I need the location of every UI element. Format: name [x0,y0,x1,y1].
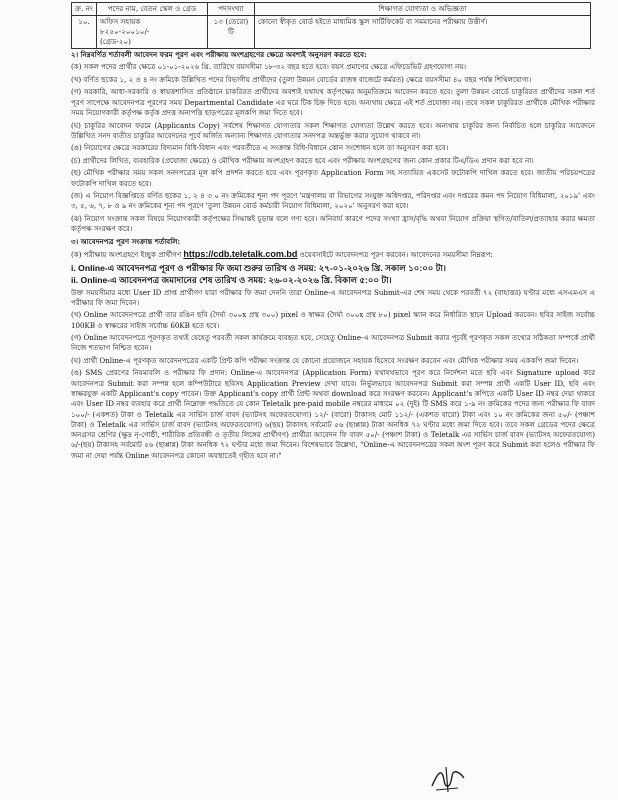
section2-clause-chh: (ছ) মৌখিক পরীক্ষার সময় সকল সনদপত্রের মূল কপি প্রদর্শন করতে হবে এবং পূরণকৃত Application Form সহ সত্যায়িত একসেট ফটোকপি দাখিল করতে হবে। জাতীয় পরিচয়পত্রের ফটোকপি দাখিল করতে হবে। [71,168,595,188]
section3-clause-kh: (খ) Online আবেদনপত্রে প্রার্থী তার রঙিন ছবি (দৈর্ঘ্য ৩০০x প্রস্থ ৩০০) pixel ও স্বাক্ষর (দৈর্ঘ্য ৩০০x প্রস্থ ৮০) pixel স্ক্যান করে নির্ধারিত স্থানে Upload করবেন। ছবির সাইজ সর্বোচ্চ 100KB ও স্বাক্ষরের সাইজ সর্বোচ্চ 60KB হতে হবে। [71,310,595,330]
application-website-link[interactable]: https://cdb.teletalk.com.bd [183,249,298,260]
pay-scale: ৮২৫০-২০০১০/- [100,27,150,36]
fee-deadline-note: উক্ত সময়সীমার মধ্যে User ID প্রাপ্ত প্রার্থীগণ যারা পরীক্ষার ফি জমা দেননি তারা Online-এ আবেদনপত্র Submit-এর শেষ সময় থেকে পরবর্তী ৭২ (বাহাত্তর) ঘণ্টার মধ্যে এসএমএস এ পরীক্ষার ফি জমা দিবেন। [71,287,595,307]
clause-k-suffix: ওয়েবসাইটে আবেদনপত্র পূরণ করবেন। আবেদনের সময়সীমা নিম্নরূপ: [299,250,493,260]
section2-heading: ২। নিম্নবর্ণিত শর্তাবলী আবেদন ফরম পূরণ এবং পরীক্ষায় অংশগ্রহণের ক্ষেত্রে অবশ্যই অনুসরণ করতে হবে: [71,50,367,59]
row-serial: ১০. [72,16,97,49]
section2-clause-jh: (ঝ) নিয়োগ সংক্রান্ত সকল বিষয়ে নিয়োগকারী কর্তৃপক্ষের সিদ্ধান্তই চূড়ান্ত বলে গণ্য হবে। অনিবার্য কারণে পদের সংখ্যা হ্রাস/বৃদ্ধি অথবা নিয়োগ প্রক্রিয়া স্থগিত/বাতিল/প্রত্যাহার করার ক্ষমতা কর্তৃপক্ষ সংরক্ষণ করে। [71,213,595,234]
post-name: অফিস সহায়ক [100,17,141,26]
row-qualification: কোনো স্বীকৃত বোর্ড হইতে মাধ্যমিক স্কুল সার্টিফিকেট বা সমমানের পরীক্ষায় উত্তীর্ণ। [255,16,591,49]
section2-clause-j: (জ) এ নিয়োগ বিজ্ঞপ্তিতে বর্ণিত ছকের ১, ২ ৪ ৩ ০ নং ক্রমিকের শূন্য পদ পূরণে 'মন্ত্রণালয় বা বিভাগের সংযুক্ত অধিদপ্তর, পরিদপ্তর এবং দপ্তরের কমন পদ নিয়োগ বিধিমালা, ২০১৯' এবং ৩, ৫, ৬, ৭, ৮ ও ৯ নং ক্রমিকের শূন্য পদ পূরণে 'তুলা উন্নয়ন বোর্ড কর্মচারী নিয়োগ বিধিমালা, ২০২০' অনুসরণ করা হবে। [71,191,595,211]
clause-k-prefix: (ক) পরীক্ষায় অংশগ্রহণে ইচ্ছুক প্রার্থীগণ [71,250,182,260]
section2-clause-k: (ক) সকল পদের প্রার্থীর ক্ষেত্রে ০১-০১-২০২৬ খ্রি. তারিখে বয়সসীমা ১৮-৩২ বছর হতে হবে। বয়স প্রমাণের ক্ষেত্রে এফিডেভিট গ্রহণযোগ্য নয়। [71,62,467,72]
end-date-line: ii. Online-এ আবেদনপত্র জমাদানের শেষ তারিখ ও সময়: ২৬-০২-২০২৬ খ্রি. বিকাল ৫:০০ টা। [71,275,392,286]
section2-clause-ng: (ঙ) নিয়োগের ক্ষেত্রে সরকারের বিদ্যমান বিধি-বিধান এবং পরবর্তীতে এ সংক্রান্ত বিধি-বিধানে কোন সংশোধন হলে তা অনুসরণ করা হবে। [71,143,449,153]
notice-body [71,50,595,463]
start-date-line: i. Online-এ আবেদনপত্র পূরণ ও পরীক্ষার ফি জমা শুরুর তারিখ ও সময়: ২৭-০১-২০২৬ খ্রি. সকাল ১০:০০ টা। [71,262,447,273]
grade: (গ্রেড-২০) [100,37,131,46]
posts-table [71,2,591,49]
row-count: ১৩ (তেরো) টি [208,16,255,49]
section2-clause-g: (গ) সরকারি, আধা-সরকারি ও স্বায়ত্তশাসিত প্রতিষ্ঠানে চাকরিরত প্রার্থীদের অবশ্যই যথাযথ কর্তৃপক্ষের অনুমতিক্রমে আবেদন করতে হবে। তুলা উন্নয়ন বোর্ডে চাকুরিরত প্রার্থীদের সকল শর্ত পূরণ সাপেক্ষে আবেদনপত্র পূরণের সময় Departmental Candidate এর ঘরে টিক চিহ্ন দিতে হবে। অন্যথায় ক্ষেত্রে এই শর্ত প্রযোজ্য নয়। তবে সকল চাকুরিরত প্রার্থীকে মৌখিক পরীক্ষার সময় নিয়োগকারী কর্তৃপক্ষ কর্তৃক প্রদত্ত অনাপত্তি ছাড়পত্রের মূলকপি জমা দিতে হবে। [71,87,595,118]
section2-clause-gh: (ঘ) চাকুরির আবেদন ফরমে (Applicants Copy) সর্বশেষ শিক্ষাগত যোগ্যতার সকল শিক্ষাগত যোগ্যতা উল্লেখ করতে হবে। অন্যথায় চাকুরির জন্য নির্বাচিত হলে চাকুরির আবেদনে উল্লিখিত সনদ ব্যতীত চাকুরির আবেদনের পূর্বে অর্জিত অন্যান্য শিক্ষাগত যোগ্যতার সনদপত্র অন্তর্ভুক্ত করার সুযোগ থাকবে না। [71,120,595,140]
signature-mark [428,764,468,794]
section3-heading: ৩। আবেদনপত্র পূরণ সংক্রান্ত শর্তাবলি: [71,236,181,246]
header-serial: ক্র. নং [72,3,97,16]
section2-clause-kh: (খ) বর্ণিত ছকের ১, ২ ও ৪ নং ক্রমিকে উল্লিখিত পদের বিভাগীয় প্রার্থীদের (তুলা উন্নয়ন বোর্ডের রাজস্ব বাজেটে কর্মরত) ক্ষেত্রে বয়সসীমা ৪০ বছর পর্যন্ত শিথিলযোগ্য। [71,74,532,84]
section3-clause-gh: (ঘ) প্রার্থী Online-এ পূরণকৃত আবেদনপত্রের একটি প্রিন্ট কপি পরীক্ষা সংক্রান্ত যে কোনো প্রয়োজনে সহায়ক হিসেবে সংরক্ষণ করবেন এবং মৌখিক পরীক্ষার সময় এককপি জমা দিবেন। [71,355,579,365]
section3-clause-k [71,249,595,260]
header-count: পদসংখ্যা [208,3,255,16]
section2-clause-ch: (চ) প্রার্থীদের লিখিত, ব্যবহারিক (প্রযোজ্য ক্ষেত্রে) ও মৌখিক পরীক্ষায় অংশগ্রহণ করতে হবে এবং পরীক্ষায় অংশগ্রহণের জন্য কোন প্রকার টিএ/ডিএ প্রদান করা হবে না। [71,155,534,165]
section3-clause-g: (গ) Online আবেদনপত্রে পূরণকৃত তথ্যই যেহেতু পরবর্তী সকল কার্যক্রমে ব্যবহৃত হবে, সেহেতু Online-এ আবেদনপত্র Submit করার পূর্বেই পূরণকৃত সকল তথ্যের সঠিকতা সম্পর্কে প্রার্থী নিজে শতভাগ নিশ্চিত হবেন। [71,333,595,353]
table-header-row [72,3,591,16]
section3-clause-ng: (ঙ) SMS প্রেরণের নিয়মাবলি ও পরীক্ষার ফি প্রদান: Online-এ আবেদনপত্র (Application Form) যথাযথভাবে পূরণ করে নির্দেশনা মতে ছবি এবং Signature upload করে আবেদনপত্র Submit করা সম্পন্ন হলে কম্পিউটারে ছবিসহ Application Preview দেখা যাবে। নির্ভুলভাবে আবেদনপত্র Submit করা সম্পন্ন প্রার্থী একটি User ID, ছবি এবং স্বাক্ষরযুক্ত একটি Applicant's copy পাবেন। উক্ত Applicant's copy প্রার্থী প্রিন্ট অথবা download করে সংরক্ষণ করবেন। Applicant's কপিতে একটি User ID নম্বর দেয়া থাকবে এবং User ID নম্বর ব্যবহার করে প্রার্থী নিম্নোক্ত পদ্ধতিতে যে কোন Teletalk pre-paid mobile নম্বরের মাধ্যমে ০২ (দুই) টি SMS করে ১-৯ নং ক্রমিকের পদের জন্য পরীক্ষার ফি বাবদ ১০০/- (একশত) টাকা ও Teletalk এর সার্ভিস চার্জ বাবদ (ভ্যাটসহ অফেরতযোগ্য) ১২/- (বারো) টাকাসহ মোট ১১২/- (একশত বারো) টাকা এবং ১০ নং ক্রমিকের জন্য ৫০/- (পঞ্চাশ টাকা) ও Teletalk এর সার্ভিস চার্জ বাবদ (ভ্যাটসহ অফেরতযোগ্য) ৬(ছয়) টাকাসহ সর্বমোট ৫৬ (ছাপ্পান্ন) টাকা অনধিক ৭২ ঘণ্টার মধ্যে জমা দিতে হবে। তবে সকল গ্রেডের পদের ক্ষেত্রে অনগ্রসর শ্রেণির (ক্ষুদ্র নৃ-গোষ্ঠী, শারীরিক প্রতিবন্ধী ও তৃতীয় লিঙ্গের প্রার্থীগণ) প্রার্থীরা আবেদন ফি বাবদ ৫০/- (পঞ্চাশ টাকা) ও Teletalk এর সার্ভিস চার্জ বাবদ (ভ্যাটসহ অফেরতযোগ্য) ৬/-(ছয়) টাকাসহ সর্বমোট ৫৬ (ছাপ্পান্ন) টাকা অনধিক ৭২ ঘণ্টার মধ্যে জমা দিবেন। বিশেষভাবে উল্লেখ্য, "Online-এ আবেদনপত্রের সকল অংশ পূরণ করে Submit করা হলেও পরীক্ষার ফি জমা না দেয়া পর্যন্ত Online আবেদনপত্র কোনো অবস্থাতেই গৃহীত হবে না।" [71,368,595,460]
row-post [97,16,208,49]
table-row [72,16,591,49]
header-qualification: শিক্ষাগত যোগ্যতা ও অভিজ্ঞতা [255,3,591,16]
header-post: পদের নাম, বেতন স্কেল ও গ্রেড [97,3,208,16]
